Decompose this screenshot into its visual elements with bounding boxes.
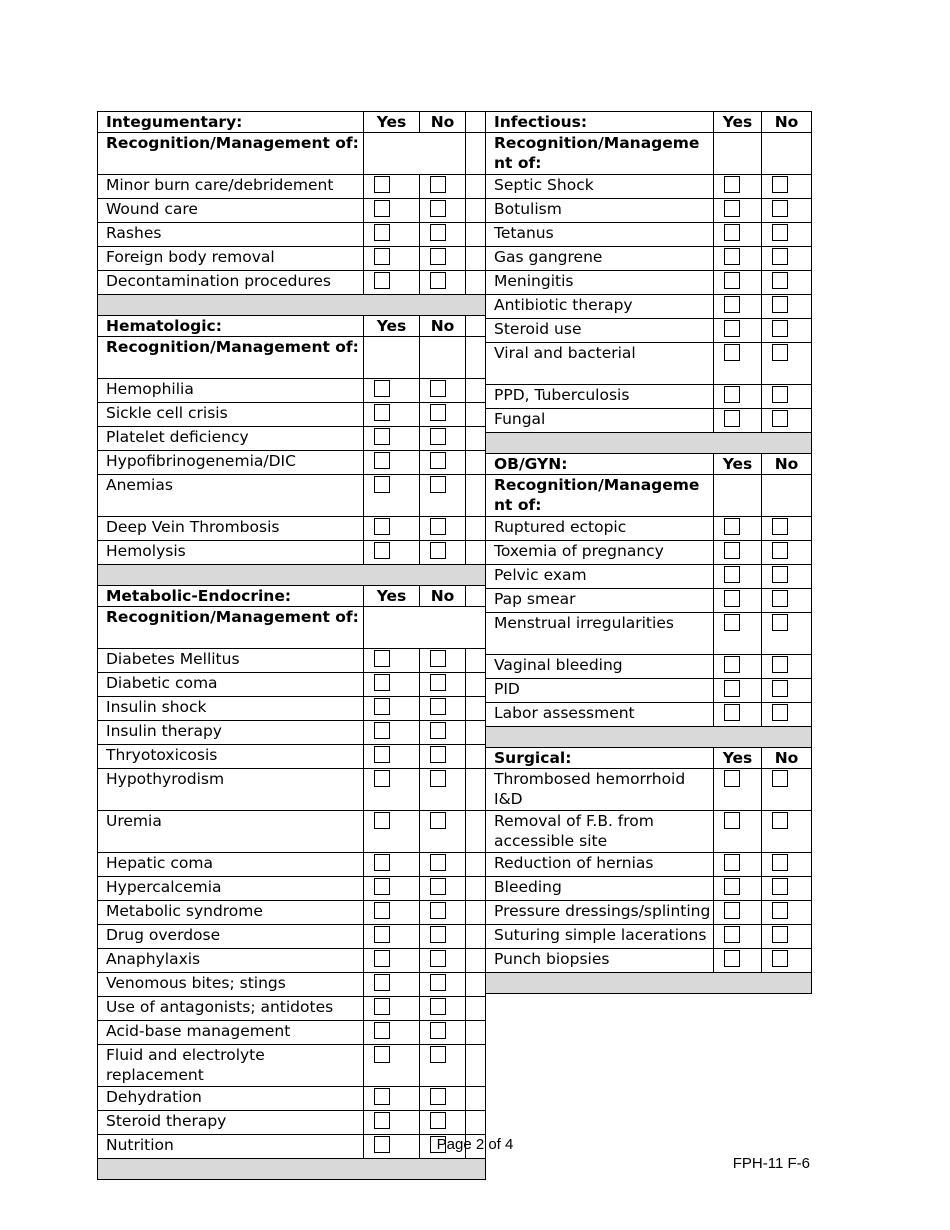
item-label: Hepatic coma [98, 853, 364, 877]
no-checkbox[interactable] [772, 410, 788, 427]
no-checkbox[interactable] [430, 380, 446, 397]
section-title: OB/GYN: [486, 454, 714, 475]
checklist-row [486, 271, 812, 295]
page-number: Page 2 of 4 [436, 1136, 514, 1153]
no-checkbox[interactable] [772, 518, 788, 535]
recognition-header: Recognition/Management of: [98, 607, 364, 649]
checklist-row [486, 343, 812, 385]
yes-checkbox[interactable] [374, 770, 390, 787]
section-divider [98, 295, 486, 316]
yes-checkbox[interactable] [724, 272, 740, 289]
checklist-row [486, 877, 812, 901]
checklist-row [98, 1111, 486, 1135]
item-label: Use of antagonists; antidotes [98, 997, 364, 1021]
yes-checkbox[interactable] [724, 812, 740, 829]
item-label: Uremia [98, 811, 364, 853]
item-label: Botulism [486, 199, 714, 223]
item-label: Fungal [486, 409, 714, 433]
checklist-row [486, 589, 812, 613]
item-label: Gas gangrene [486, 247, 714, 271]
item-label: Metabolic syndrome [98, 901, 364, 925]
item-label: Steroid therapy [98, 1111, 364, 1135]
checklist-row [486, 517, 812, 541]
yes-checkbox[interactable] [374, 902, 390, 919]
section-header-infectious [486, 112, 812, 133]
yes-checkbox[interactable] [374, 998, 390, 1015]
checklist-row [486, 223, 812, 247]
item-label: Hypothyrodism [98, 769, 364, 811]
no-checkbox[interactable] [430, 974, 446, 991]
no-checkbox[interactable] [772, 812, 788, 829]
yes-checkbox[interactable] [374, 974, 390, 991]
item-label: Acid-base management [98, 1021, 364, 1045]
no-checkbox[interactable] [772, 566, 788, 583]
yes-checkbox[interactable] [374, 812, 390, 829]
item-label: Hemolysis [98, 541, 364, 565]
item-label: Toxemia of pregnancy [486, 541, 714, 565]
checklist-row [486, 541, 812, 565]
item-label: Thryotoxicosis [98, 745, 364, 769]
yes-checkbox[interactable] [724, 224, 740, 241]
yes-checkbox[interactable] [724, 950, 740, 967]
item-label: Hypercalcemia [98, 877, 364, 901]
yes-checkbox[interactable] [374, 950, 390, 967]
recognition-header: Recognition/Manageme nt of: [486, 133, 714, 175]
no-checkbox[interactable] [430, 674, 446, 691]
no-checkbox[interactable] [772, 386, 788, 403]
form-id: FPH-11 F-6 [732, 1155, 810, 1172]
item-label: Meningitis [486, 271, 714, 295]
item-label: Vaginal bleeding [486, 655, 714, 679]
no-checkbox[interactable] [430, 518, 446, 535]
yes-checkbox[interactable] [374, 674, 390, 691]
checklist-row [486, 565, 812, 589]
checklist-row [486, 319, 812, 343]
yes-checkbox[interactable] [724, 518, 740, 535]
checklist-row [98, 175, 486, 199]
no-checkbox[interactable] [772, 926, 788, 943]
item-label: Pressure dressings/splinting [486, 901, 714, 925]
item-label: Suturing simple lacerations [486, 925, 714, 949]
yes-checkbox[interactable] [724, 344, 740, 361]
item-label: Punch biopsies [486, 949, 714, 973]
recognition-header-row [98, 607, 486, 649]
no-checkbox[interactable] [772, 704, 788, 721]
yes-checkbox[interactable] [374, 746, 390, 763]
checklist-row [98, 1087, 486, 1111]
yes-checkbox[interactable] [374, 1112, 390, 1129]
no-checkbox[interactable] [430, 770, 446, 787]
section-header-hematologic [98, 316, 486, 337]
left-checklist-table [97, 111, 486, 1180]
checklist-row [98, 973, 486, 997]
yes-checkbox[interactable] [374, 248, 390, 265]
checklist-row [98, 811, 486, 853]
no-checkbox[interactable] [772, 320, 788, 337]
item-label: Decontamination procedures [98, 271, 364, 295]
checklist-row [486, 925, 812, 949]
yes-checkbox[interactable] [724, 614, 740, 631]
yes-checkbox[interactable] [374, 878, 390, 895]
yes-checkbox[interactable] [724, 296, 740, 313]
no-checkbox[interactable] [772, 224, 788, 241]
checklist-row [98, 223, 486, 247]
recognition-header-row [98, 337, 486, 379]
section-title: Metabolic-Endocrine: [98, 586, 364, 607]
no-checkbox[interactable] [430, 926, 446, 943]
checklist-row [98, 199, 486, 223]
no-checkbox[interactable] [772, 176, 788, 193]
no-checkbox[interactable] [430, 1022, 446, 1039]
checklist-row [486, 811, 812, 853]
yes-checkbox[interactable] [374, 698, 390, 715]
yes-header: Yes [364, 586, 420, 607]
yes-checkbox[interactable] [724, 770, 740, 787]
item-label: Antibiotic therapy [486, 295, 714, 319]
yes-checkbox[interactable] [374, 722, 390, 739]
no-checkbox[interactable] [430, 542, 446, 559]
no-checkbox[interactable] [772, 248, 788, 265]
checklist-row [486, 613, 812, 655]
yes-checkbox[interactable] [374, 380, 390, 397]
no-checkbox[interactable] [772, 770, 788, 787]
item-label: Pap smear [486, 589, 714, 613]
checklist-row [98, 853, 486, 877]
item-label: Sickle cell crisis [98, 403, 364, 427]
no-checkbox[interactable] [430, 224, 446, 241]
item-label: Hemophilia [98, 379, 364, 403]
checklist-row [486, 295, 812, 319]
yes-checkbox[interactable] [724, 542, 740, 559]
section-header-metabolic [98, 586, 486, 607]
item-label: Bleeding [486, 877, 714, 901]
no-checkbox[interactable] [772, 542, 788, 559]
no-checkbox[interactable] [430, 1088, 446, 1105]
checklist-row [98, 451, 486, 475]
no-checkbox[interactable] [430, 746, 446, 763]
no-header: No [762, 112, 812, 133]
item-label: Diabetes Mellitus [98, 649, 364, 673]
checklist-row [98, 1045, 486, 1087]
yes-checkbox[interactable] [724, 176, 740, 193]
right-checklist-table [485, 111, 812, 994]
checklist-row [98, 541, 486, 565]
item-label: Anaphylaxis [98, 949, 364, 973]
checklist-row [98, 721, 486, 745]
no-checkbox[interactable] [772, 680, 788, 697]
item-label: Ruptured ectopic [486, 517, 714, 541]
checklist-row [486, 199, 812, 223]
item-label: Labor assessment [486, 703, 714, 727]
yes-checkbox[interactable] [374, 224, 390, 241]
section-title: Integumentary: [98, 112, 364, 133]
checklist-row [98, 649, 486, 673]
item-label: PPD, Tuberculosis [486, 385, 714, 409]
checklist-row [486, 175, 812, 199]
yes-checkbox[interactable] [374, 926, 390, 943]
item-label: Venomous bites; stings [98, 973, 364, 997]
no-checkbox[interactable] [772, 950, 788, 967]
item-label: Removal of F.B. from accessible site [486, 811, 714, 853]
no-checkbox[interactable] [430, 272, 446, 289]
item-label: Diabetic coma [98, 673, 364, 697]
checklist-row [98, 271, 486, 295]
no-checkbox[interactable] [430, 722, 446, 739]
no-checkbox[interactable] [430, 854, 446, 871]
no-checkbox[interactable] [772, 272, 788, 289]
yes-checkbox[interactable] [374, 476, 390, 493]
yes-checkbox[interactable] [374, 542, 390, 559]
yes-checkbox[interactable] [374, 854, 390, 871]
section-header-obgyn [486, 454, 812, 475]
yes-checkbox[interactable] [724, 854, 740, 871]
recognition-header-row [486, 475, 812, 517]
item-label: Viral and bacterial [486, 343, 714, 385]
yes-checkbox[interactable] [374, 404, 390, 421]
section-divider [98, 1159, 486, 1180]
yes-header: Yes [714, 454, 762, 475]
yes-header: Yes [364, 316, 420, 337]
yes-checkbox[interactable] [724, 386, 740, 403]
no-checkbox[interactable] [430, 878, 446, 895]
checklist-row [486, 385, 812, 409]
yes-checkbox[interactable] [724, 320, 740, 337]
yes-header: Yes [714, 748, 762, 769]
section-divider [486, 973, 812, 994]
section-header-surgical [486, 748, 812, 769]
yes-checkbox[interactable] [374, 272, 390, 289]
no-checkbox[interactable] [430, 812, 446, 829]
yes-checkbox[interactable] [374, 650, 390, 667]
yes-header: Yes [714, 112, 762, 133]
no-checkbox[interactable] [772, 200, 788, 217]
item-label: Dehydration [98, 1087, 364, 1111]
no-checkbox[interactable] [430, 452, 446, 469]
yes-checkbox[interactable] [724, 248, 740, 265]
section-divider [98, 565, 486, 586]
checklist-row [98, 247, 486, 271]
no-checkbox[interactable] [772, 344, 788, 361]
no-checkbox[interactable] [430, 998, 446, 1015]
yes-checkbox[interactable] [374, 428, 390, 445]
yes-checkbox[interactable] [724, 656, 740, 673]
item-label: Platelet deficiency [98, 427, 364, 451]
yes-checkbox[interactable] [374, 1046, 390, 1063]
item-label: Insulin shock [98, 697, 364, 721]
yes-checkbox[interactable] [374, 200, 390, 217]
no-checkbox[interactable] [772, 590, 788, 607]
section-header-integumentary [98, 112, 486, 133]
checklist-row [98, 475, 486, 517]
no-checkbox[interactable] [772, 902, 788, 919]
item-label: Insulin therapy [98, 721, 364, 745]
no-checkbox[interactable] [430, 476, 446, 493]
item-label: Tetanus [486, 223, 714, 247]
item-label: Foreign body removal [98, 247, 364, 271]
no-header: No [420, 586, 466, 607]
section-divider [486, 433, 812, 454]
item-label: PID [486, 679, 714, 703]
checklist-row [486, 703, 812, 727]
no-checkbox[interactable] [430, 404, 446, 421]
item-label: Anemias [98, 475, 364, 517]
no-checkbox[interactable] [430, 902, 446, 919]
yes-checkbox[interactable] [724, 902, 740, 919]
yes-header: Yes [364, 112, 420, 133]
checklist-row [486, 409, 812, 433]
yes-checkbox[interactable] [724, 410, 740, 427]
no-checkbox[interactable] [772, 296, 788, 313]
no-checkbox[interactable] [430, 428, 446, 445]
no-checkbox[interactable] [430, 950, 446, 967]
yes-checkbox[interactable] [724, 566, 740, 583]
yes-checkbox[interactable] [374, 176, 390, 193]
item-label: Thrombosed hemorrhoid I&D [486, 769, 714, 811]
item-label: Hypofibrinogenemia/DIC [98, 451, 364, 475]
no-checkbox[interactable] [430, 698, 446, 715]
no-header: No [762, 748, 812, 769]
item-label: Fluid and electrolyte replacement [98, 1045, 364, 1087]
no-checkbox[interactable] [772, 854, 788, 871]
no-header: No [420, 316, 466, 337]
no-checkbox[interactable] [772, 614, 788, 631]
checklist-row [486, 853, 812, 877]
checklist-row [98, 745, 486, 769]
no-checkbox[interactable] [430, 200, 446, 217]
checklist-row [486, 247, 812, 271]
no-header: No [762, 454, 812, 475]
checklist-row [486, 655, 812, 679]
item-label: Deep Vein Thrombosis [98, 517, 364, 541]
yes-checkbox[interactable] [724, 590, 740, 607]
no-checkbox[interactable] [772, 656, 788, 673]
checklist-row [486, 769, 812, 811]
recognition-header-row [486, 133, 812, 175]
recognition-header-row [98, 133, 486, 175]
yes-checkbox[interactable] [374, 1088, 390, 1105]
section-title: Infectious: [486, 112, 714, 133]
section-title: Hematologic: [98, 316, 364, 337]
checklist-row [98, 403, 486, 427]
checklist-row [98, 517, 486, 541]
checklist-row [98, 877, 486, 901]
item-label: Steroid use [486, 319, 714, 343]
item-label: Menstrual irregularities [486, 613, 714, 655]
no-checkbox[interactable] [430, 650, 446, 667]
yes-checkbox[interactable] [374, 1022, 390, 1039]
yes-checkbox[interactable] [724, 200, 740, 217]
item-label: Wound care [98, 199, 364, 223]
checklist-row [98, 697, 486, 721]
checklist-row [98, 949, 486, 973]
checklist-row [98, 769, 486, 811]
recognition-header: Recognition/Management of: [98, 133, 364, 175]
checklist-row [98, 1021, 486, 1045]
yes-checkbox[interactable] [724, 704, 740, 721]
section-divider [486, 727, 812, 748]
checklist-row [98, 901, 486, 925]
item-label: Minor burn care/debridement [98, 175, 364, 199]
no-checkbox[interactable] [772, 878, 788, 895]
item-label: Pelvic exam [486, 565, 714, 589]
item-label: Rashes [98, 223, 364, 247]
checklist-row [98, 427, 486, 451]
no-header: No [420, 112, 466, 133]
item-label: Septic Shock [486, 175, 714, 199]
yes-checkbox[interactable] [724, 926, 740, 943]
no-checkbox[interactable] [430, 1046, 446, 1063]
no-checkbox[interactable] [430, 1112, 446, 1129]
item-label: Nutrition [98, 1135, 364, 1159]
checklist-row [98, 925, 486, 949]
recognition-header: Recognition/Management of: [98, 337, 364, 379]
yes-checkbox[interactable] [724, 680, 740, 697]
checklist-row [486, 901, 812, 925]
checklist-row [486, 679, 812, 703]
yes-checkbox[interactable] [374, 518, 390, 535]
yes-checkbox[interactable] [724, 878, 740, 895]
checklist-row [98, 673, 486, 697]
section-title: Surgical: [486, 748, 714, 769]
no-checkbox[interactable] [430, 248, 446, 265]
item-label: Drug overdose [98, 925, 364, 949]
item-label: Reduction of hernias [486, 853, 714, 877]
recognition-header: Recognition/Manageme nt of: [486, 475, 714, 517]
yes-checkbox[interactable] [374, 452, 390, 469]
checklist-row [98, 997, 486, 1021]
checklist-row [486, 949, 812, 973]
no-checkbox[interactable] [430, 176, 446, 193]
checklist-row [98, 379, 486, 403]
